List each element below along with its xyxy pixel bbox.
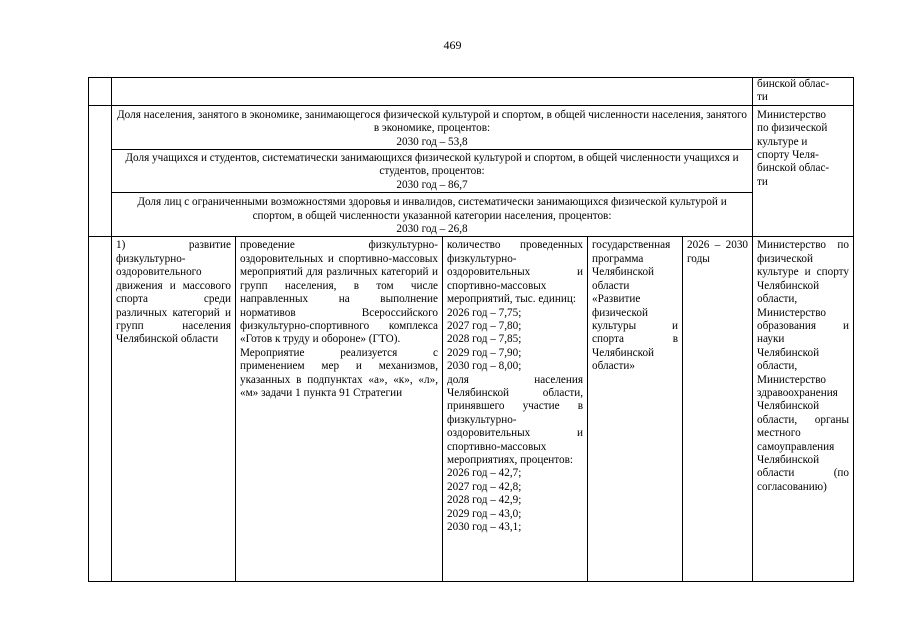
value-line: 2028 год – 42,9; <box>447 494 522 507</box>
indicator-3-text: Доля лиц с ограниченными возможностями здоровья и инвалидов, систематически занимающихся физической культурой и спортом, в общей численности указанной категории населения, процентов: <box>137 196 727 222</box>
indicator-2-cell <box>112 150 753 193</box>
indicator-3-cell <box>112 193 753 237</box>
indicator-row-3 <box>89 193 854 237</box>
value-line: 2026 год – 42,7; <box>447 467 522 480</box>
empty-cell <box>89 105 112 237</box>
value-line: 2027 год – 7,80; <box>447 319 522 332</box>
strategy-table <box>88 77 854 582</box>
task-cell: 1) развитие физкультурно-оздоровительного движения и массового спорта среди различных категорий и групп населения Челябинской области <box>112 237 236 582</box>
indicator-row-1 <box>89 105 854 149</box>
page-number: 469 <box>443 38 462 52</box>
empty-cell <box>89 237 112 582</box>
value-line: 2027 год – 42,8; <box>447 480 522 493</box>
indicator-2-text: Доля учащихся и студентов, систематически занимающихся физической культурой и спортом, в общей численности учащихся и студентов, процентов: <box>125 152 739 178</box>
term-cell: 2026 – 2030 годы <box>683 237 753 582</box>
value-line: 2029 год – 7,90; <box>447 346 522 359</box>
value-line: 2029 год – 43,0; <box>447 507 522 520</box>
value-line: 2030 год – 8,00; <box>447 360 522 373</box>
indicator-title-2: доля населения Челябинской области, принявшего участие в физкультурно-оздоровительных и спортивно-массовых мероприятиях, процентов: <box>447 373 583 466</box>
indicator-values-cell <box>443 237 588 582</box>
indicator-row-2 <box>89 150 854 193</box>
empty-cell <box>112 78 753 106</box>
indicator-1-cell <box>112 105 753 149</box>
indicator-1-text: Доля населения, занятого в экономике, занимающегося физической культурой и спортом, в общей численности населения, занятого в экономике, процентов: <box>117 108 747 135</box>
indicator-3-value: 2030 год – 26,8 <box>396 223 468 236</box>
program-cell: государственная программа Челябинской области «Развитие физической культуры и спорта в Челябинской области» <box>588 237 683 582</box>
indicator-2-value: 2030 год – 86,7 <box>396 178 468 191</box>
activity-paragraph-1: проведение физкультурно-оздоровительных и спортивно-массовых мероприятий для различных категорий и групп населения, в том числе направленных на выполнение нормативов Всероссийского физкультурно-спортивного комплекса «Готов к труду и обороне» (ГТО). <box>240 239 438 346</box>
indicator-1-value: 2030 год – 53,8 <box>396 135 468 148</box>
indicators-ministry-cell: Министерство по физической культуре и спорту Челя- бинской облас- ти <box>753 105 854 237</box>
empty-cell <box>89 78 112 106</box>
value-line: 2026 год – 7,75; <box>447 306 522 319</box>
activity-cell <box>236 237 443 582</box>
value-line: 2030 год – 43,1; <box>447 521 522 533</box>
value-line: 2028 год – 7,85; <box>447 333 522 346</box>
executors-cell: Министерство по физической культуре и спорту Челябинской области, Министерство образования и науки Челябинской области, Министерство здравоохранения Челябинской области, органы местного самоуправления Челябинской области (по согласованию) <box>753 237 854 582</box>
indicator-title-1: количество проведенных физкультурно-оздоровительных и спортивно-массовых мероприятий, тыс. единиц: <box>447 239 583 306</box>
continuation-row <box>89 78 854 106</box>
activity-paragraph-2: Мероприятие реализуется с применением мер и механизмов, указанных в подпунктах «а», «к», «л», «м» задачи 1 пункта 91 Стратегии <box>240 346 438 399</box>
task-row <box>89 237 854 582</box>
ministry-tail-cell: бинской облас- ти <box>753 78 854 106</box>
